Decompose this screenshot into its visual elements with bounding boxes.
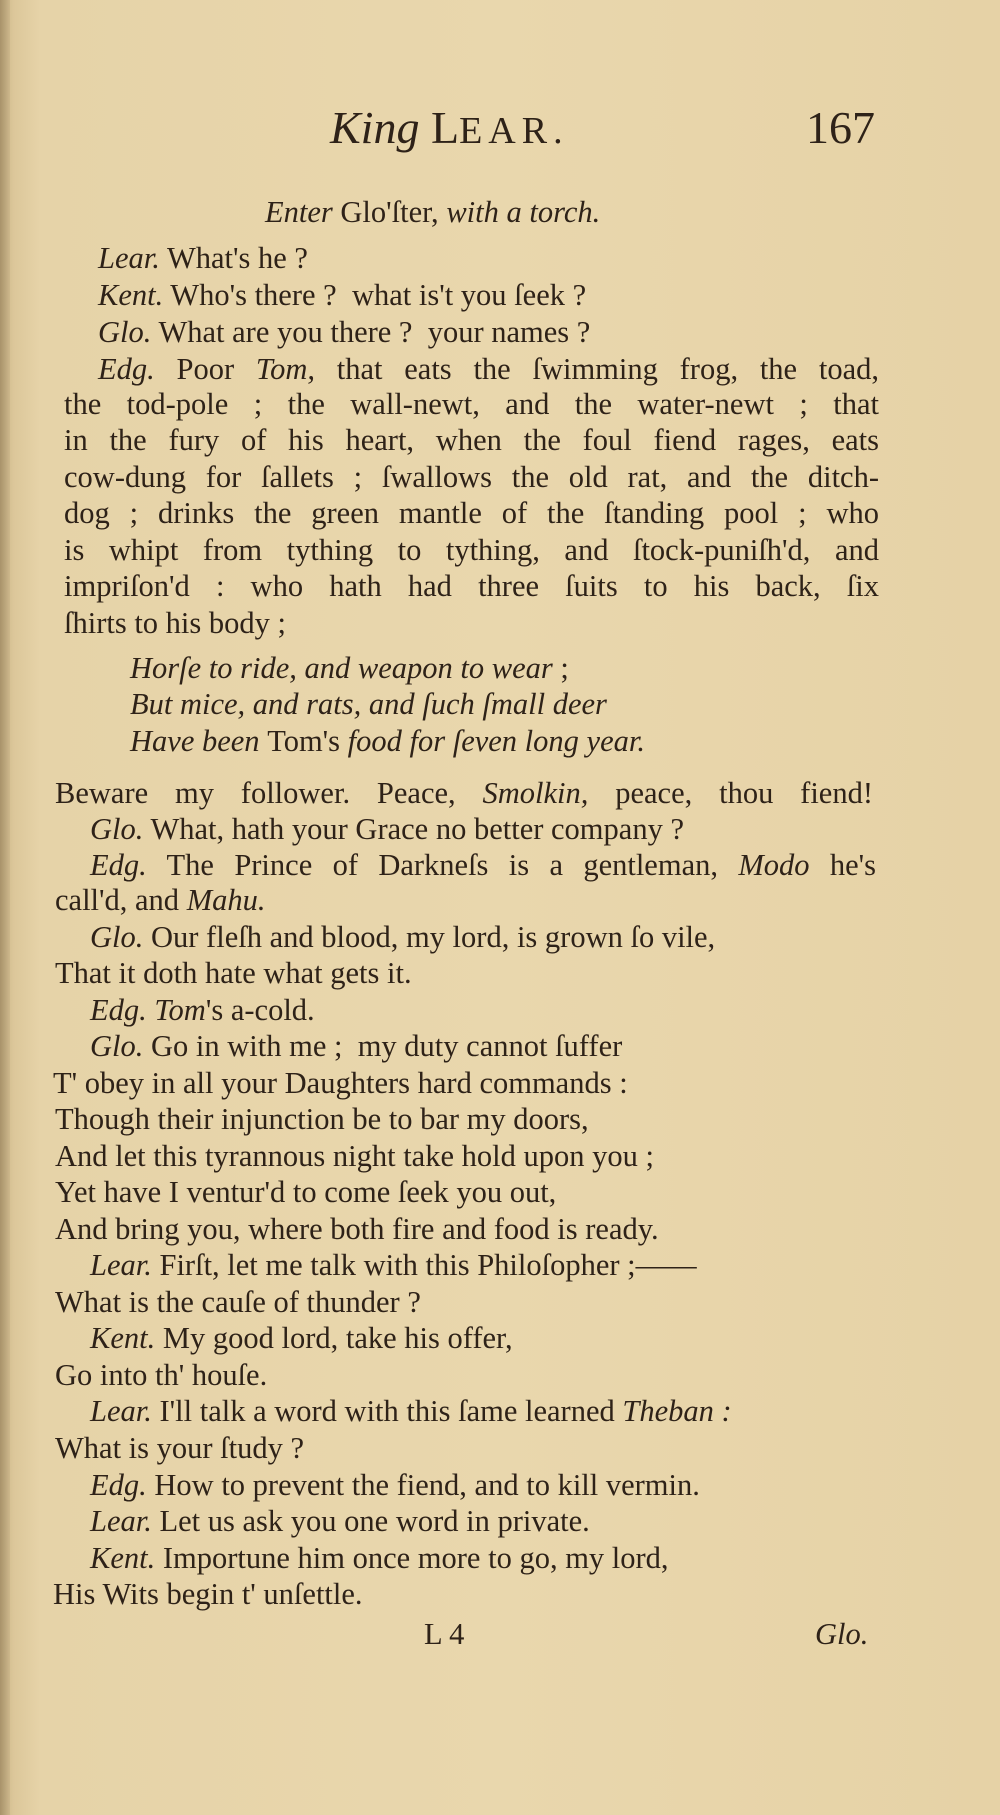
text-line (90, 811, 684, 847)
roman-text: And bring you, where both fire and food is ready. (55, 1212, 659, 1246)
italic-text: Kent. (90, 1321, 156, 1355)
text-line (55, 955, 412, 991)
italic-text: Tom (154, 993, 206, 1027)
catchword: Glo. (815, 1617, 869, 1651)
text-line (55, 1211, 659, 1247)
italic-text: Edg. (98, 352, 155, 386)
stage-direction (265, 194, 600, 230)
roman-text: Who's there ? what is't you ſeek ? (163, 278, 587, 312)
text-line (98, 277, 586, 313)
italic-text: Lear. (90, 1504, 152, 1538)
page-number: 167 (806, 102, 875, 153)
italic-text: Kent. (98, 278, 164, 312)
roman-text: Tom's (267, 724, 341, 758)
italic-text: Smolkin, (482, 776, 589, 810)
text-line (55, 1284, 421, 1320)
text-line (55, 1357, 267, 1393)
roman-text: Firſt, let me talk with this Philoſopher ;—— (151, 1248, 697, 1282)
text-line (90, 1247, 697, 1283)
roman-text: impriſon'd : who hath had three ſuits to his back, ſix (64, 569, 879, 603)
italic-text: Edg. (90, 1468, 147, 1502)
italic-text: Theban : (622, 1394, 732, 1428)
running-title-lear-rest: EAR. (459, 110, 569, 152)
italic-text: Lear. (90, 1248, 152, 1282)
text-line (90, 1320, 513, 1356)
italic-text: Kent. (90, 1541, 156, 1575)
text-line (64, 532, 879, 568)
italic-text: Have been (130, 724, 268, 758)
signature-mark: L 4 (424, 1617, 465, 1651)
roman-text: That it doth hate what gets it. (55, 956, 412, 990)
italic-text: Lear. (90, 1394, 152, 1428)
italic-text: Edg. (90, 993, 147, 1027)
text-line (90, 1540, 669, 1576)
text-line (55, 1174, 556, 1210)
text-line (90, 1028, 622, 1064)
roman-text: Glo'ſter, (340, 195, 447, 229)
italic-text: Glo. (98, 315, 152, 349)
italic-text: Enter (265, 195, 341, 229)
text-line (98, 351, 879, 387)
text-line (55, 775, 873, 811)
roman-text: he's (809, 848, 876, 882)
text-line (64, 459, 879, 495)
roman-text: Our fleſh and blood, my lord, is grown ſo vile, (143, 920, 716, 954)
roman-text: What are you there ? your names ? (151, 315, 591, 349)
roman-text: I'll talk a word with this ſame learned (151, 1394, 623, 1428)
roman-text: Beware my follower. Peace, (55, 776, 483, 810)
italic-text: Edg. (90, 848, 147, 882)
roman-text: What's he ? (159, 241, 308, 275)
italic-text: food for ſeven long year. (340, 724, 645, 758)
italic-text: Glo. (90, 812, 144, 846)
text-line (90, 1503, 590, 1539)
running-title-lear-initial: L (430, 102, 460, 153)
text-line (64, 605, 286, 641)
text-line (64, 568, 879, 604)
roman-text: that eats the ſwimming frog, the toad, (315, 352, 879, 386)
text-line (130, 723, 645, 759)
text-line (90, 847, 876, 883)
italic-text: Glo. (90, 920, 144, 954)
roman-text: call'd, and (55, 883, 187, 917)
roman-text: The Prince of Darkneſs is a gentleman, (146, 848, 739, 882)
page-gutter-shadow (0, 0, 10, 1815)
text-line (64, 495, 879, 531)
text-line (130, 650, 569, 686)
roman-text: in the fury of his heart, when the foul fiend rages, eats (64, 423, 879, 457)
roman-text: Though their injunction be to bar my doors, (55, 1102, 589, 1136)
italic-text: Lear. (98, 241, 160, 275)
roman-text: the tod-pole ; the wall-newt, and the water-newt ; that (64, 387, 879, 421)
text-line (55, 882, 265, 918)
text-line (90, 1467, 700, 1503)
running-title-king: King (330, 102, 420, 153)
roman-text: How to prevent the fiend, and to kill vermin. (146, 1468, 700, 1502)
text-line (64, 386, 879, 422)
roman-text: What is the cauſe of thunder ? (55, 1285, 421, 1319)
italic-text: Mahu. (186, 883, 266, 917)
text-line (53, 1576, 363, 1612)
roman-text: dog ; drinks the green mantle of the ſtanding pool ; who (64, 496, 879, 530)
roman-text: is whipt from tything to tything, and ſtock-puniſh'd, and (64, 533, 879, 567)
roman-text: What is your ſtudy ? (55, 1431, 305, 1465)
running-title (330, 100, 569, 159)
roman-text: Poor (154, 352, 256, 386)
roman-text: peace, thou fiend! (588, 776, 873, 810)
text-line (90, 992, 315, 1028)
text-line (64, 422, 879, 458)
roman-text: My good lord, take his offer, (155, 1321, 513, 1355)
roman-text: Importune him once more to go, my lord, (155, 1541, 669, 1575)
roman-text: And let this tyrannous night take hold upon you ; (55, 1139, 654, 1173)
text-line (55, 1101, 589, 1137)
text-line (130, 686, 607, 722)
italic-text: Glo. (90, 1029, 144, 1063)
roman-text: His Wits begin t' unſettle. (53, 1577, 363, 1611)
roman-text: Yet have I ventur'd to come ſeek you out, (55, 1175, 557, 1209)
italic-text: But mice, and rats, and ſuch ſmall deer (130, 687, 607, 721)
roman-text: What, hath your Grace no better company ? (143, 812, 684, 846)
italic-text: Horſe to ride, and weapon to wear (130, 651, 553, 685)
roman-text: Let us ask you one word in private. (151, 1504, 590, 1538)
text-line (53, 1065, 628, 1101)
text-line (90, 919, 715, 955)
italic-text: with a torch. (446, 195, 601, 229)
roman-text: cow-dung for ſallets ; ſwallows the old rat, and the ditch- (64, 460, 879, 494)
roman-text: 's a-cold. (205, 993, 315, 1027)
roman-text: Go in with me ; my duty cannot ſuffer (143, 1029, 623, 1063)
text-line (98, 240, 308, 276)
text-line (90, 1393, 732, 1429)
roman-text: ſhirts to his body ; (64, 606, 286, 640)
text-line (55, 1138, 654, 1174)
roman-text: ; (552, 651, 569, 685)
text-line (98, 314, 590, 350)
italic-text: Tom, (255, 352, 315, 386)
roman-text: T' obey in all your Daughters hard commands : (53, 1066, 628, 1100)
text-line (55, 1430, 304, 1466)
roman-text: Go into th' houſe. (55, 1358, 268, 1392)
italic-text: Modo (738, 848, 810, 882)
